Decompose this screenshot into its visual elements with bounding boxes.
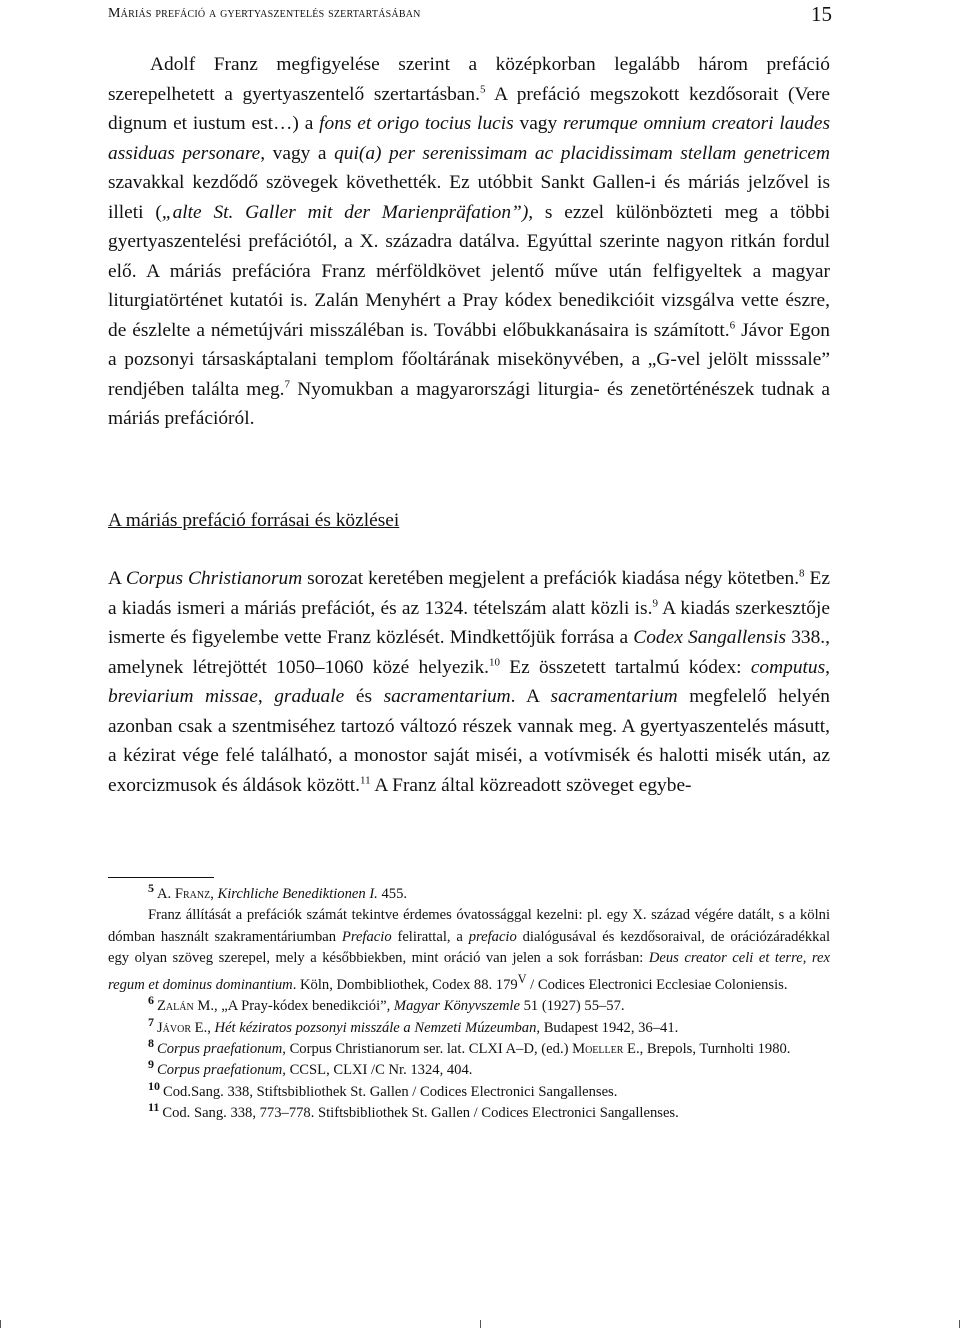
section-heading	[108, 506, 830, 536]
italic-run: Corpus Christianorum	[125, 568, 303, 589]
footnote-number: 10	[148, 1078, 160, 1093]
text-run: Nyomukban a magyarországi liturgia- és zenetörténészek tudnak a máriás prefációról.	[108, 378, 830, 429]
text-run: A.	[157, 886, 175, 902]
footnote-8	[108, 1036, 830, 1060]
body-paragraph-2	[108, 564, 830, 800]
author-name: Zalán M.	[157, 998, 214, 1015]
text-run: és	[344, 686, 384, 707]
text-run: Ez a kiadás ismeri a máriás prefációt, és az 1324. tételszám alatt közli is.	[108, 568, 830, 619]
footnote-9	[108, 1057, 830, 1081]
page-number: 15	[811, 1, 832, 26]
work-title: Corpus praefationum	[157, 1040, 283, 1057]
text-run: Adolf Franz megfigyelése szerint a középkorban legalább három prefáció szerepelhetett a gyertyaszentelő szertartásban.	[108, 54, 830, 105]
text-run: szavakkal kezdődő szövegek követhették. Ez utóbbit Sankt Gallen-i és máriás jelzővel is illeti (	[108, 172, 830, 223]
footnote-5-note	[108, 905, 830, 996]
text-run: Franz állítását a prefációk számát tekintve érdemes óvatossággal kezelni: pl. egy X. század végére datált, s a kölni dómban használt szakramentáriumban	[108, 907, 830, 945]
text-run: vagy	[513, 113, 564, 134]
italic-run: Deus creator celi et terre, rex regum et dominus dominantium	[108, 949, 830, 994]
work-title: Hét kéziratos pozsonyi misszále a Nemzeti Múzeumban	[214, 1019, 537, 1036]
italic-run: sacramentarium	[383, 686, 511, 707]
footnote-ref-5[interactable]: 5	[479, 83, 486, 96]
italic-run: Prefacio	[341, 928, 392, 945]
crop-mark	[0, 1320, 1, 1328]
text-run: , vagy a	[260, 142, 335, 164]
footnote-ref-7[interactable]: 7	[284, 378, 291, 391]
text-run: . Köln, Dombibliothek, Codex 88. 179	[292, 977, 518, 994]
footnote-ref-9[interactable]: 9	[652, 597, 658, 610]
footnote-number: 7	[148, 1014, 154, 1029]
footnote-ref-8[interactable]: 8	[799, 567, 805, 580]
section-heading-text: A máriás prefáció forrásai és közlései	[108, 510, 400, 531]
text-run: A prefáció megszokott kezdősorait (Vere dignum et iustum est…) a	[108, 83, 830, 134]
text-run: ,	[257, 686, 275, 707]
crop-mark	[480, 1320, 481, 1328]
text-run: ,	[825, 656, 830, 678]
footnote-11	[108, 1099, 830, 1124]
journal-title: Magyar Könyvszemle	[393, 998, 520, 1015]
text-run: A Franz által közreadott szöveget egybe-	[370, 774, 692, 796]
work-title: Kirchliche Benediktionen I.	[217, 886, 378, 902]
footnotes	[108, 881, 830, 1124]
footnote-6	[108, 993, 830, 1017]
text-run: , Corpus Christianorum ser. lat. CLXI A–D, (ed.)	[282, 1040, 573, 1057]
footnote-number: 9	[148, 1057, 154, 1072]
footnote-10	[108, 1078, 830, 1103]
italic-run: „alte St. Galler mit der Marienpräfation”),	[161, 201, 534, 223]
footnote-5	[108, 881, 830, 905]
text-run: Cod. Sang. 338, 773–778. Stiftsbibliothek St. Gallen / Codices Electronici Sangallenses.	[162, 1104, 679, 1121]
text-run: ,	[210, 886, 218, 902]
footnote-separator	[108, 877, 214, 878]
italic-run: fons et origo tocius lucis	[319, 113, 514, 134]
text-run: megfelelő helyén azonban csak a szentmiséhez tartozó változó részek vannak meg. A gyertyaszentelés másutt, a kézirat vége felé található, a monostor saját miséi, a votívmisék és halotti misék után, az exorcizmusok és áldások között.	[108, 686, 830, 796]
italic-run: computus	[750, 656, 826, 678]
footnote-number: 8	[148, 1036, 154, 1051]
italic-run: breviarium missae	[108, 686, 258, 707]
body-paragraph-1	[108, 50, 830, 434]
text-run: Cod.Sang. 338, Stiftsbibliothek St. Gallen / Codices Electronici Sangallenses.	[163, 1083, 618, 1100]
text-run: / Codices Electronici Ecclesiae Coloniensis.	[526, 977, 788, 994]
superscript: V	[517, 972, 527, 987]
footnote-number: 11	[148, 1099, 160, 1114]
text-run: . A	[510, 686, 551, 707]
footnote-ref-6[interactable]: 6	[729, 319, 736, 332]
italic-run: qui(a) per serenissimam ac placidissimam stellam genetricem	[334, 142, 830, 164]
italic-run: rerumque omnium creatori laudes assiduas personare	[108, 113, 830, 164]
author-name: Franz	[174, 886, 211, 902]
footnote-ref-10[interactable]: 10	[489, 656, 501, 669]
text-run: , Brepols, Turnholti 1980.	[639, 1040, 791, 1057]
paragraph-text	[108, 50, 830, 434]
footnote-number: 5	[148, 881, 154, 896]
text-run: sorozat keretében megjelent a prefációk kiadása négy kötetben.	[302, 568, 800, 589]
text-run: 338., amelynek létrejöttét 1050–1060 közé helyezik.	[108, 627, 830, 678]
author-name: Jávor E.	[157, 1019, 208, 1036]
text-run: felirattal, a	[391, 928, 469, 945]
text-run: ,	[207, 1019, 215, 1036]
text-run: dialógusával és kezdősoraival, de orációzáradékkal egy olyan szöveg szerepel, mely a későbbiekben, mint oráció van jelen a sok forrásban:	[108, 928, 830, 966]
paragraph-text	[108, 564, 830, 800]
italic-run: prefacio	[468, 928, 517, 945]
text-run: A kiadás szerkesztője ismerte és figyelembe vette Franz közlését. Mindkettőjük forrása a	[108, 597, 830, 648]
footnote-7	[108, 1014, 830, 1039]
text-run: , Budapest 1942, 36–41.	[536, 1019, 679, 1036]
italic-run: Codex Sangallensis	[633, 627, 787, 648]
running-head	[108, 0, 832, 28]
text-run: , „A Pray-kódex benedikciói”,	[213, 998, 394, 1015]
footnote-number: 6	[148, 993, 154, 1008]
text-run: Ez összetett tartalmú kódex:	[500, 656, 751, 678]
text-run: 51 (1927) 55–57.	[519, 998, 625, 1015]
text-run: CCSL, CLXI /C Nr. 1324, 404.	[285, 1062, 473, 1079]
running-title: Máriás prefáció a gyertyaszentelés szertartásában	[108, 6, 421, 21]
italic-run: sacramentarium	[550, 686, 678, 707]
text-run: 455.	[377, 886, 408, 902]
text-run: Jávor Egon a pozsonyi társaskáptalani templom főoltárának misekönyvében, a „G-vel jelölt misssale” rendjében találta meg.	[108, 319, 830, 400]
text-run: A	[108, 568, 126, 589]
work-title: Corpus praefationum,	[157, 1062, 286, 1079]
text-run: s ezzel különbözteti meg a többi gyertyaszentelési prefációtól, a X. századra datálva. Egyúttal szerinte nagyon ritkán fordul elő. A máriás prefációra Franz mérföldkövet jelentő műve után felfigyeltek a magyar liturgiatörténet kutatói is. Zalán Menyhért a Pray kódex benedikcióit vizsgálva vette észre, de észlelte a németújvári misszáléban is. További előbukkanásaira is számított.	[108, 201, 831, 341]
editor-name: Moeller E.	[572, 1040, 640, 1057]
italic-run: graduale	[274, 686, 345, 707]
footnote-ref-11[interactable]: 11	[360, 774, 371, 787]
